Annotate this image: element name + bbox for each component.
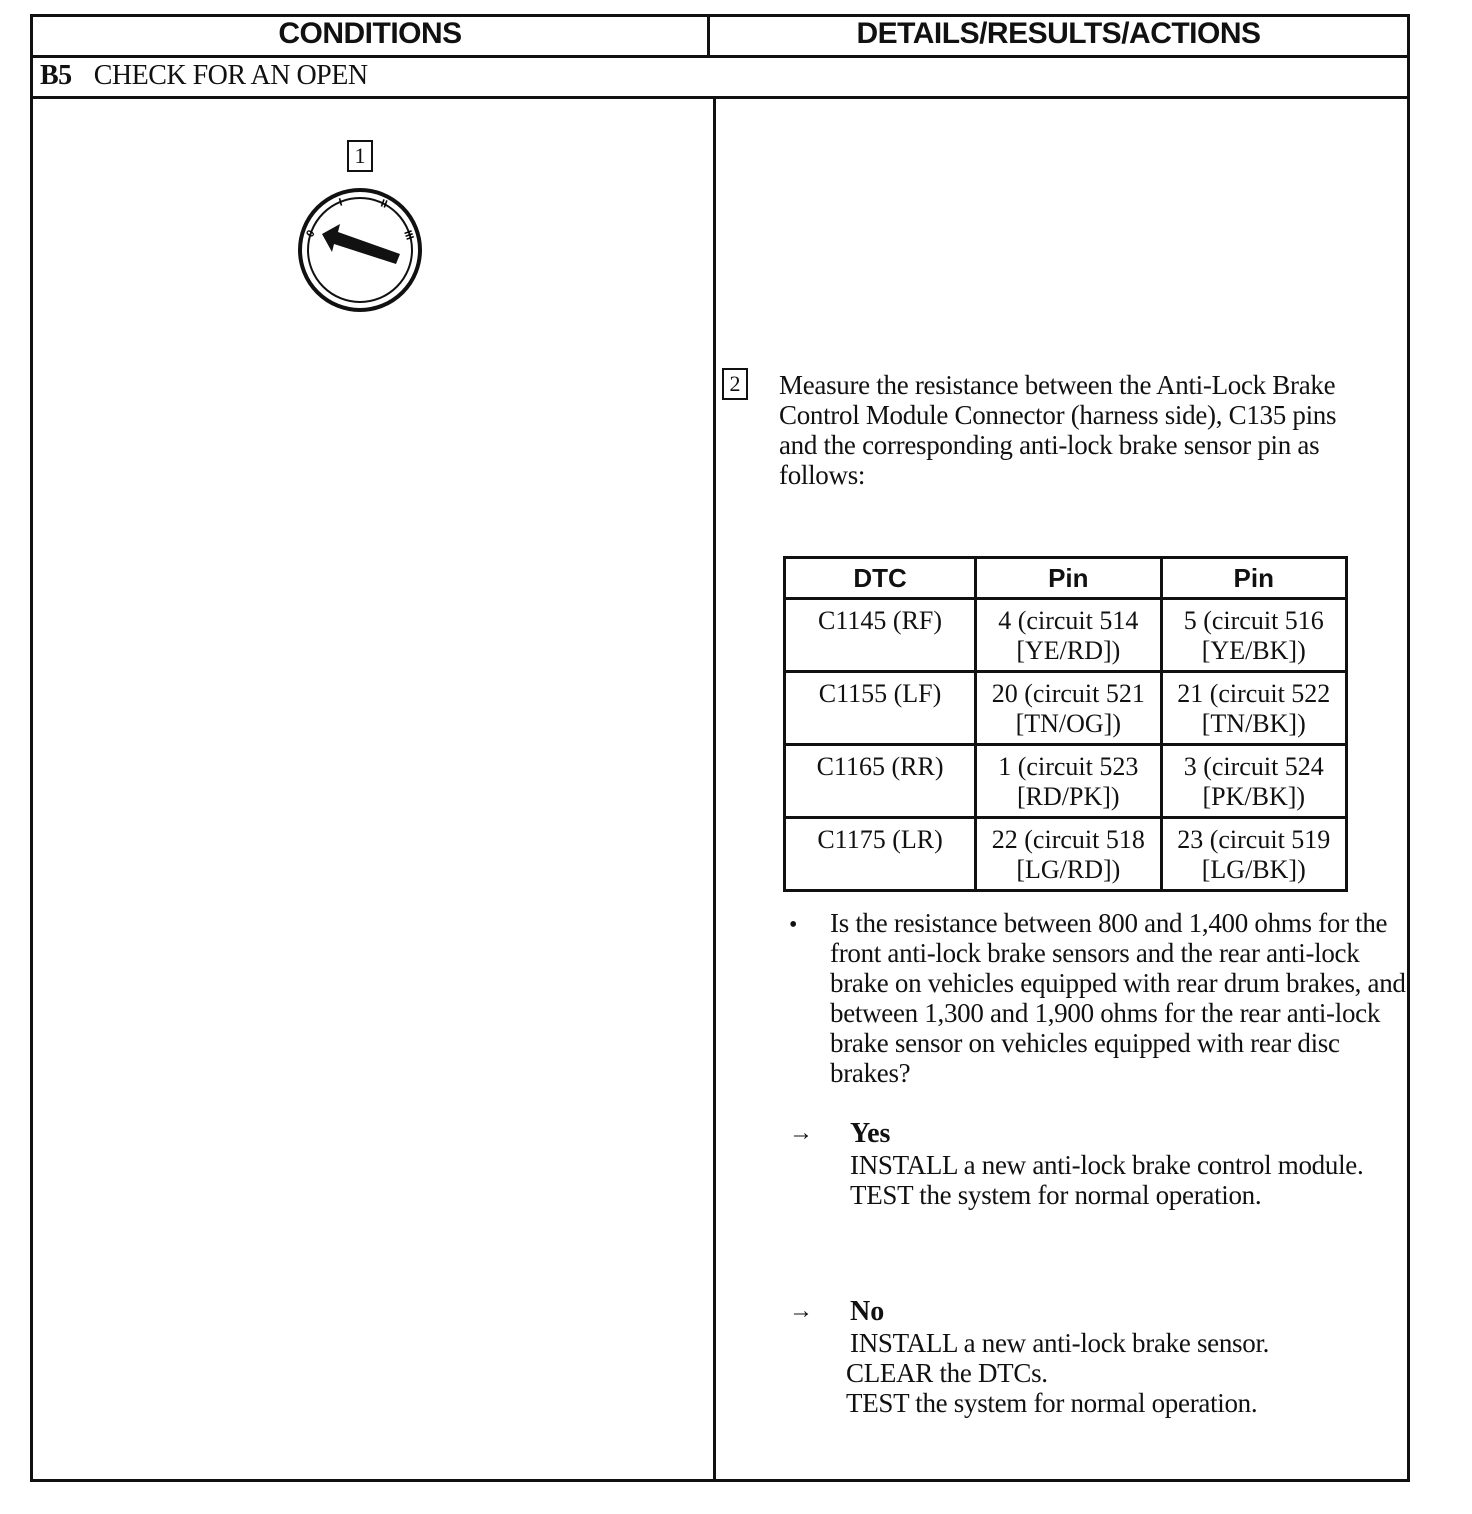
ignition-position-0: 0 xyxy=(304,228,318,240)
no-action-line: CLEAR the DTCs. xyxy=(846,1358,1048,1388)
ignition-switch-off-icon xyxy=(296,188,428,312)
yes-action: INSTALL a new anti-lock brake control module. TEST the system for normal operation. xyxy=(850,1150,1364,1210)
ignition-position-1: I xyxy=(337,196,344,209)
table-cell-pin-a: 20 (circuit 521 [TN/OG]) xyxy=(976,672,1161,745)
table-cell-pin-a: 4 (circuit 514 [YE/RD]) xyxy=(976,599,1161,672)
table-header-pin-b: Pin xyxy=(1161,558,1346,599)
table-header-row xyxy=(785,558,1347,599)
ignition-position-2: II xyxy=(378,197,389,211)
yes-label: Yes xyxy=(850,1118,891,1149)
table-header-pin-a: Pin xyxy=(976,558,1161,599)
resistance-question: Is the resistance between 800 and 1,400 ohms for the front anti-lock brake sensors and the rear anti-lock brake on vehicles equipped with rear drum brakes, and between 1,300 and 1,900 ohms for the rear anti-lock brake sensor on vehicles equipped with rear disc brakes? xyxy=(830,908,1406,1088)
table-row xyxy=(785,599,1347,672)
no-action xyxy=(846,1328,1366,1418)
table-cell-pin-b: 3 (circuit 524 [PK/BK]) xyxy=(1161,745,1346,818)
body-column-divider xyxy=(713,96,716,1482)
table-cell-dtc: C1145 (RF) xyxy=(785,599,976,672)
no-label: No xyxy=(850,1296,885,1327)
header-divider xyxy=(30,55,1410,58)
step-title-text: CHECK FOR AN OPEN xyxy=(93,60,368,91)
table-header-dtc: DTC xyxy=(785,558,976,599)
table-row xyxy=(785,672,1347,745)
yes-arrow-icon: → xyxy=(789,1120,813,1146)
substep-2-marker: 2 xyxy=(722,368,748,400)
question-bullet: • xyxy=(789,912,798,938)
table-cell-pin-b: 21 (circuit 522 [TN/BK]) xyxy=(1161,672,1346,745)
step-code: B5 xyxy=(40,60,72,91)
details-heading: DETAILS/RESULTS/ACTIONS xyxy=(856,17,1261,50)
table-row xyxy=(785,818,1347,891)
table-cell-dtc: C1155 (LF) xyxy=(785,672,976,745)
no-action-line: TEST the system for normal operation. xyxy=(846,1388,1258,1418)
step-title xyxy=(40,60,368,92)
conditions-heading: CONDITIONS xyxy=(278,17,462,50)
ignition-position-3: III xyxy=(401,228,416,242)
dtc-pin-table xyxy=(783,556,1348,892)
table-cell-pin-b: 23 (circuit 519 [LG/BK]) xyxy=(1161,818,1346,891)
no-action-line: INSTALL a new anti-lock brake sensor. xyxy=(850,1328,1270,1358)
table-cell-pin-a: 1 (circuit 523 [RD/PK]) xyxy=(976,745,1161,818)
substep-1-marker: 1 xyxy=(347,140,373,172)
table-cell-pin-b: 5 (circuit 516 [YE/BK]) xyxy=(1161,599,1346,672)
step-title-divider xyxy=(30,96,1410,99)
table-cell-dtc: C1165 (RR) xyxy=(785,745,976,818)
table-cell-dtc: C1175 (LR) xyxy=(785,818,976,891)
table-cell-pin-a: 22 (circuit 518 [LG/RD]) xyxy=(976,818,1161,891)
table-row xyxy=(785,745,1347,818)
no-arrow-icon: → xyxy=(789,1298,813,1324)
measurement-instruction: Measure the resistance between the Anti-Lock Brake Control Module Connector (harness side), C135 pins and the corresponding anti-lock brake sensor pin as follows: xyxy=(779,370,1337,490)
